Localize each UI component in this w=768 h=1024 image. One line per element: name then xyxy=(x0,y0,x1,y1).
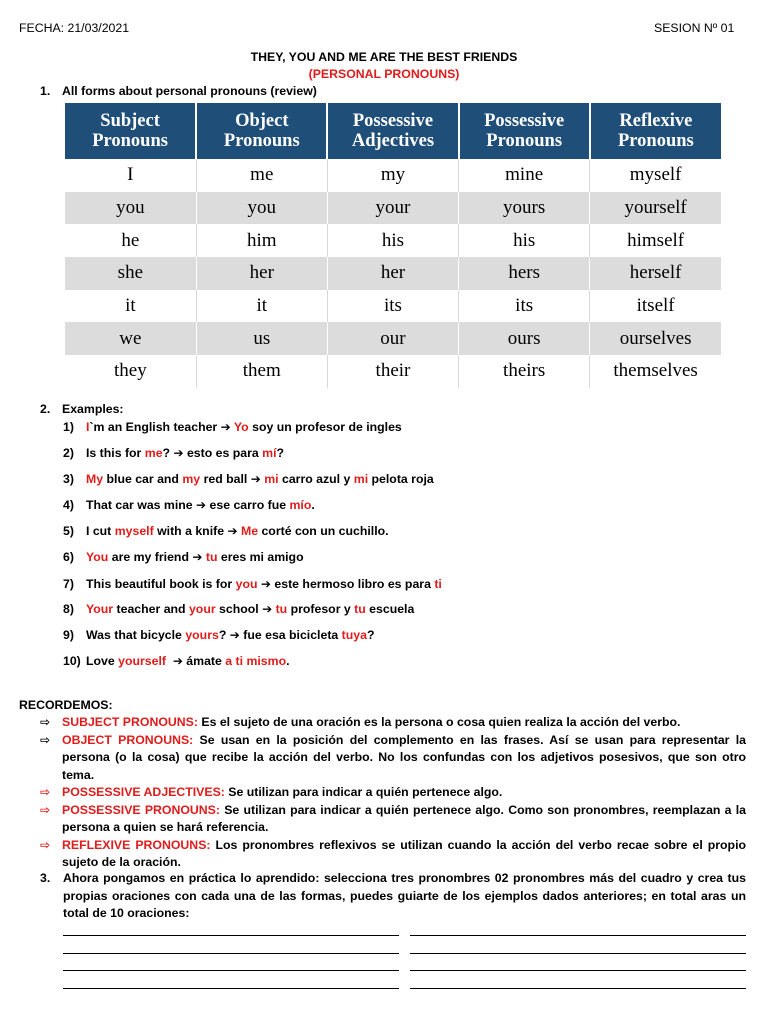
example-item xyxy=(63,628,374,642)
answer-line[interactable] xyxy=(63,977,399,989)
table-cell: he xyxy=(65,224,196,257)
arrow-outline-icon: ⇨ xyxy=(40,715,51,729)
arrow-right-icon: ➔ xyxy=(196,498,207,512)
example-text: este hermoso libro es para xyxy=(270,577,435,591)
example-text: That car was mine xyxy=(86,498,197,512)
table-row xyxy=(65,224,721,257)
example-text: ? xyxy=(276,446,285,460)
example-number: 4) xyxy=(63,498,74,512)
table-cell: yourself xyxy=(590,192,721,225)
arrow-right-icon: ➔ xyxy=(260,577,271,591)
example-text: fue esa bicicleta xyxy=(239,628,342,642)
table-row xyxy=(65,257,721,290)
recordemos-text xyxy=(62,784,746,802)
example-text: eres mi amigo xyxy=(217,550,304,564)
table-cell: herself xyxy=(590,257,721,290)
session-label: SESION Nº 01 xyxy=(654,21,735,35)
answer-line[interactable] xyxy=(410,924,746,936)
example-text: `m an English teacher xyxy=(89,420,221,434)
table-row xyxy=(65,355,721,388)
answer-line-row xyxy=(63,942,746,960)
table-cell: me xyxy=(196,159,327,192)
example-text: . xyxy=(311,498,315,512)
answer-line-row xyxy=(63,924,746,942)
arrow-right-icon: ➔ xyxy=(192,550,203,564)
recordemos-text xyxy=(62,802,746,837)
table-cell: it xyxy=(65,290,196,323)
example-text: ámate xyxy=(182,654,226,668)
example-text: This beautiful book is for xyxy=(86,577,236,591)
arrow-outline-icon: ⇨ xyxy=(40,785,51,799)
example-text: I xyxy=(86,420,90,434)
example-number: 1) xyxy=(63,420,74,434)
example-text: ti xyxy=(434,577,442,591)
table-row xyxy=(65,322,721,355)
section-1-label: All forms about personal pronouns (review) xyxy=(62,84,317,98)
arrow-right-icon: ➔ xyxy=(229,628,240,642)
recordemos-term: OBJECT PRONOUNS: xyxy=(62,732,194,747)
example-number: 5) xyxy=(63,524,74,538)
example-text: blue car and xyxy=(103,472,183,486)
section-2-heading xyxy=(40,402,124,416)
example-number: 3) xyxy=(63,472,74,486)
example-text: ? xyxy=(366,628,375,642)
example-item xyxy=(63,498,315,512)
answer-line[interactable] xyxy=(63,924,399,936)
example-text: red ball xyxy=(200,472,251,486)
example-item xyxy=(63,420,402,434)
example-text: carro azul y xyxy=(278,472,354,486)
table-cell: his xyxy=(459,224,590,257)
example-text: mí xyxy=(262,446,277,460)
recordemos-definition: Se usan en la posición del complemento en las frases. Así se usan para representar la persona (o la cosa) que recibe la acción del verbo. No los confundas con los adjetivos posesivos, que son otro tema. xyxy=(62,732,746,782)
recordemos-definition: Los pronombres reflexivos se utilizan cuando la acción del verbo recae sobre el propio sujeto de la oración. xyxy=(62,837,747,869)
table-cell: hers xyxy=(459,257,590,290)
table-cell: my xyxy=(327,159,458,192)
table-cell: its xyxy=(459,290,590,323)
arrow-right-icon: ➔ xyxy=(227,524,238,538)
table-cell: us xyxy=(196,322,327,355)
table-cell: we xyxy=(65,322,196,355)
recordemos-term: REFLEXIVE PRONOUNS: xyxy=(62,837,211,852)
answer-line[interactable] xyxy=(410,977,746,989)
example-text: mi xyxy=(353,472,369,486)
page-subtitle: (PERSONAL PRONOUNS) xyxy=(308,67,460,81)
table-cell: your xyxy=(327,192,458,225)
table-cell: it xyxy=(196,290,327,323)
arrow-right-icon: ➔ xyxy=(173,446,184,460)
table-cell: them xyxy=(196,355,327,388)
example-text: with a knife xyxy=(153,524,228,538)
table-cell: himself xyxy=(590,224,721,257)
example-text: I cut xyxy=(86,524,115,538)
table-row xyxy=(65,290,721,323)
answer-line[interactable] xyxy=(410,942,746,954)
table-cell: her xyxy=(196,257,327,290)
example-text: soy un profesor de ingles xyxy=(248,420,402,434)
example-text: ese carro fue xyxy=(206,498,290,512)
header-subject-pronouns: Subject Pronouns xyxy=(65,103,196,159)
table-cell: you xyxy=(65,192,196,225)
recordemos-item xyxy=(40,837,746,872)
example-item xyxy=(63,654,290,668)
pronoun-table xyxy=(65,103,721,388)
example-text: Me xyxy=(240,524,259,538)
example-text: You xyxy=(86,550,109,564)
example-text: My xyxy=(86,472,104,486)
table-cell: theirs xyxy=(459,355,590,388)
example-text: yourself xyxy=(118,654,166,668)
recordemos-item xyxy=(40,714,746,732)
example-item xyxy=(63,446,284,460)
recordemos-item xyxy=(40,802,746,837)
example-text: tu xyxy=(205,550,218,564)
arrow-outline-icon: ⇨ xyxy=(40,837,51,852)
table-cell: their xyxy=(327,355,458,388)
table-header-row xyxy=(65,103,721,159)
example-item xyxy=(63,577,442,591)
answer-line[interactable] xyxy=(410,959,746,971)
table-cell: you xyxy=(196,192,327,225)
recordemos-item xyxy=(40,732,746,785)
example-text: a ti mismo xyxy=(225,654,287,668)
header-possessive-adjectives: Possessive Adjectives xyxy=(327,103,458,159)
recordemos-list xyxy=(40,714,746,872)
example-number: 2) xyxy=(63,446,74,460)
example-text: are my friend xyxy=(108,550,193,564)
example-text: ? xyxy=(162,446,174,460)
example-text: your xyxy=(188,602,216,616)
example-text: you xyxy=(235,577,258,591)
recordemos-definition: Se utilizan para indicar a quién pertenece algo. Como son pronombres, reemplazan a la persona a quien se hará referencia. xyxy=(62,802,746,834)
recordemos-term: POSSESSIVE PRONOUNS: xyxy=(62,802,220,817)
section-3-text: Ahora pongamos en práctica lo aprendido: selecciona tres pronombres 02 pronombres más del cuadro y crea tus propias oraciones con cada una de las formas, puedes guiarte de los ejemplos dados anteriores; en total aras un total de 10 oraciones: xyxy=(63,871,746,920)
recordemos-heading: RECORDEMOS: xyxy=(19,698,113,712)
example-text: tuya xyxy=(341,628,367,642)
arrow-right-icon: ➔ xyxy=(262,602,273,616)
example-number: 8) xyxy=(63,602,74,616)
recordemos-definition: Es el sujeto de una oración es la persona o cosa quien realiza la acción del verbo. xyxy=(197,715,681,729)
example-number: 6) xyxy=(63,550,74,564)
answer-lines xyxy=(63,924,746,994)
recordemos-item xyxy=(40,784,746,802)
example-text: escuela xyxy=(365,602,415,616)
answer-line-row xyxy=(63,959,746,977)
table-cell: themselves xyxy=(590,355,721,388)
example-text: teacher and xyxy=(113,602,189,616)
example-item xyxy=(63,602,414,616)
section-1-heading xyxy=(40,84,317,98)
table-row xyxy=(65,192,721,225)
example-text xyxy=(166,654,173,668)
table-cell: ourselves xyxy=(590,322,721,355)
page-title: THEY, YOU AND ME ARE THE BEST FRIENDS xyxy=(250,50,518,64)
example-text: yours xyxy=(185,628,219,642)
example-text: ? xyxy=(218,628,230,642)
answer-line-row xyxy=(63,977,746,995)
example-text: . xyxy=(286,654,290,668)
table-cell: she xyxy=(65,257,196,290)
table-cell: they xyxy=(65,355,196,388)
example-text: myself xyxy=(114,524,154,538)
example-item xyxy=(63,524,389,538)
example-text: Love xyxy=(86,654,119,668)
table-row xyxy=(65,159,721,192)
example-text: Was that bicycle xyxy=(86,628,186,642)
section-1-number: 1. xyxy=(40,84,51,98)
answer-line[interactable] xyxy=(63,959,399,971)
date-label: FECHA: 21/03/2021 xyxy=(19,21,130,35)
example-text: mi xyxy=(264,472,279,486)
example-text: tu xyxy=(354,602,366,616)
recordemos-term: SUBJECT PRONOUNS: xyxy=(62,715,198,729)
arrow-right-icon: ➔ xyxy=(220,420,231,434)
example-text: Yo xyxy=(233,420,249,434)
table-cell: his xyxy=(327,224,458,257)
example-text: esto es para xyxy=(183,446,263,460)
example-text: mío xyxy=(289,498,312,512)
arrow-right-icon: ➔ xyxy=(250,472,261,486)
example-text: profesor y xyxy=(287,602,355,616)
header-reflexive-pronouns: Reflexive Pronouns xyxy=(590,103,721,159)
example-text: school xyxy=(215,602,263,616)
section-2-label: Examples: xyxy=(62,402,124,416)
recordemos-text xyxy=(62,732,746,785)
table-cell: mine xyxy=(459,159,590,192)
table-cell: its xyxy=(327,290,458,323)
recordemos-definition: Se utilizan para indicar a quién pertenece algo. xyxy=(224,785,503,799)
table-cell: myself xyxy=(590,159,721,192)
example-text: Your xyxy=(86,602,114,616)
example-item xyxy=(63,550,304,564)
table-cell: him xyxy=(196,224,327,257)
answer-line[interactable] xyxy=(63,942,399,954)
example-number: 9) xyxy=(63,628,74,642)
table-cell: ours xyxy=(459,322,590,355)
recordemos-text xyxy=(62,714,746,732)
table-cell: her xyxy=(327,257,458,290)
recordemos-text xyxy=(62,837,746,872)
example-text: pelota roja xyxy=(368,472,434,486)
table-cell: yours xyxy=(459,192,590,225)
table-cell: I xyxy=(65,159,196,192)
table-cell: itself xyxy=(590,290,721,323)
arrow-right-icon: ➔ xyxy=(172,654,183,668)
example-text: Is this for xyxy=(86,446,145,460)
example-text: tu xyxy=(275,602,288,616)
example-text: me xyxy=(144,446,163,460)
section-2-number: 2. xyxy=(40,402,51,416)
example-text: corté con un cuchillo. xyxy=(258,524,389,538)
header-possessive-pronouns: Possessive Pronouns xyxy=(459,103,590,159)
section-3-number: 3. xyxy=(40,871,51,885)
header-object-pronouns: Object Pronouns xyxy=(196,103,327,159)
example-item xyxy=(63,472,434,486)
example-text: my xyxy=(182,472,201,486)
recordemos-term: POSSESSIVE ADJECTIVES: xyxy=(62,785,225,799)
arrow-outline-icon: ⇨ xyxy=(40,732,51,747)
example-number: 10) xyxy=(63,654,81,668)
table-cell: our xyxy=(327,322,458,355)
arrow-outline-icon: ⇨ xyxy=(40,802,51,817)
section-3-task xyxy=(40,870,746,923)
example-number: 7) xyxy=(63,577,74,591)
